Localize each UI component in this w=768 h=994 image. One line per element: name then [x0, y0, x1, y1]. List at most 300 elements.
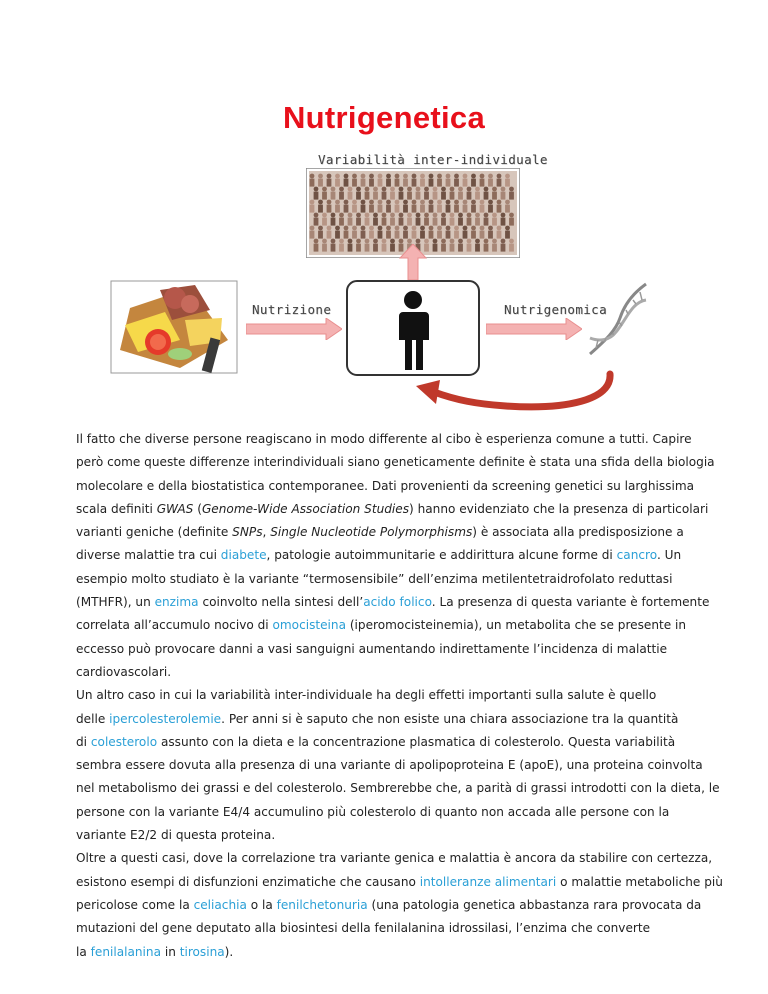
crowd-person-body — [509, 218, 514, 226]
crowd-person-body — [497, 179, 502, 187]
crowd-person-body — [390, 192, 395, 200]
crowd-person-body — [369, 179, 374, 187]
term-link[interactable]: colesterolo — [90, 734, 158, 749]
crowd-person-body — [433, 218, 438, 226]
up-arrow — [398, 244, 428, 280]
crowd-person — [475, 213, 480, 218]
paragraph — [76, 428, 715, 684]
crowd-person-body — [361, 205, 366, 213]
text-line: variante E2/2 di questa proteina. — [76, 828, 276, 843]
crowd-person — [348, 239, 353, 244]
crowd-person — [463, 226, 468, 231]
crowd-person-body — [467, 218, 472, 226]
crowd-person-body — [471, 205, 476, 213]
crowd-person — [322, 213, 327, 218]
crowd-person-body — [450, 218, 455, 226]
text-segment: la — [76, 944, 91, 959]
crowd-person-body — [484, 218, 489, 226]
crowd-person-body — [492, 218, 497, 226]
crowd-person — [327, 200, 332, 205]
crowd-person-body — [348, 192, 353, 200]
crowd-person-body — [352, 179, 357, 187]
crowd-person-body — [382, 218, 387, 226]
crowd-person — [373, 239, 378, 244]
crowd-person-body — [318, 231, 323, 239]
paragraph — [76, 684, 720, 847]
text-line — [76, 941, 700, 964]
crowd-person — [356, 239, 361, 244]
crowd-person — [399, 187, 404, 192]
text-segment: (iperomocisteinemia), un metabolita che se presente in — [346, 618, 687, 633]
crowd-person — [403, 226, 408, 231]
crowd-person — [429, 174, 434, 179]
text-line: molecolare e della biostatistica contemporanee. Dati provenienti da screening genetici su larghissima — [76, 478, 695, 493]
crowd-person — [318, 200, 323, 205]
crowd-person-body — [424, 192, 429, 200]
crowd-person — [314, 187, 319, 192]
crowd-person-body — [488, 205, 493, 213]
crowd-person-body — [505, 231, 510, 239]
crowd-person — [454, 174, 459, 179]
text-segment: pericolose come la — [76, 897, 194, 912]
crowd-person — [450, 187, 455, 192]
crowd-person — [433, 213, 438, 218]
crowd-person-body — [348, 218, 353, 226]
crowd-person-body — [352, 231, 357, 239]
crowd-person-body — [378, 231, 383, 239]
text-segment: . La presenza di questa variante è fortemente — [431, 595, 710, 610]
crowd-person-body — [335, 205, 340, 213]
crowd-person-body — [467, 244, 472, 252]
crowd-person — [331, 239, 336, 244]
crowd-person — [441, 213, 446, 218]
crowd-person-body — [497, 205, 502, 213]
text-line — [76, 894, 700, 917]
text-segment: o la — [246, 897, 277, 912]
crowd-person-body — [378, 205, 383, 213]
crowd-person-body — [361, 231, 366, 239]
term-link[interactable]: celiachia — [193, 897, 247, 912]
crowd-person — [454, 200, 459, 205]
crowd-person-body — [356, 192, 361, 200]
crowd-person-body — [505, 179, 510, 187]
crowd-person-body — [437, 179, 442, 187]
crowd-person — [327, 226, 332, 231]
crowd-person — [407, 213, 412, 218]
term-link[interactable]: fenilalanina — [90, 944, 161, 959]
crowd-person — [458, 239, 463, 244]
text-line: cardiovascolari. — [76, 664, 172, 679]
text-segment: delle — [76, 711, 110, 726]
crowd-person-body — [416, 192, 421, 200]
crowd-person — [322, 187, 327, 192]
crowd-person-body — [395, 179, 400, 187]
crowd-person-body — [327, 205, 332, 213]
term-link[interactable]: cancro — [616, 548, 657, 563]
crowd-person — [505, 200, 510, 205]
crowd-person — [395, 174, 400, 179]
crowd-person — [480, 226, 485, 231]
text-line: sembra essere dovuta alla presenza di una variante di apolipoproteina E (apoE), una proteina coinvolta — [76, 758, 703, 773]
crowd-person — [327, 174, 332, 179]
crowd-person — [399, 213, 404, 218]
crowd-person-body — [369, 231, 374, 239]
crowd-person — [344, 200, 349, 205]
crowd-person-body — [373, 192, 378, 200]
crowd-person-body — [501, 244, 506, 252]
text-segment: (MTHFR), un — [76, 595, 155, 610]
crowd-person-body — [356, 244, 361, 252]
label-variability: Variabilità inter-individuale — [318, 152, 548, 167]
crowd-person-body — [322, 218, 327, 226]
crowd-person-body — [344, 231, 349, 239]
crowd-person-body — [373, 244, 378, 252]
text-segment: in — [161, 944, 180, 959]
crowd-person — [335, 174, 340, 179]
text-line — [76, 544, 700, 567]
crowd-person — [369, 174, 374, 179]
crowd-person-body — [497, 231, 502, 239]
crowd-person-body — [446, 179, 451, 187]
crowd-person — [420, 226, 425, 231]
crowd-person-body — [412, 231, 417, 239]
crowd-person-body — [318, 205, 323, 213]
crowd-person-body — [471, 231, 476, 239]
crowd-person — [390, 239, 395, 244]
crowd-person — [348, 187, 353, 192]
crowd-person-body — [373, 218, 378, 226]
crowd-person — [378, 226, 383, 231]
text-line: persone con la variante E4/4 accumulino più colesterolo di quanto non accada alle persone con la — [76, 804, 670, 819]
crowd-person — [352, 174, 357, 179]
crowd-person-body — [365, 192, 370, 200]
text-segment: . Un — [656, 548, 682, 563]
crowd-person-body — [475, 244, 480, 252]
crowd-person-body — [310, 205, 315, 213]
crowd-person — [382, 239, 387, 244]
crowd-person — [429, 200, 434, 205]
crowd-person — [356, 213, 361, 218]
text-line — [76, 498, 709, 521]
crowd-person-body — [322, 192, 327, 200]
crowd-person-body — [314, 192, 319, 200]
crowd-person-body — [314, 218, 319, 226]
crowd-person — [310, 226, 315, 231]
crowd-person-body — [446, 231, 451, 239]
text-segment: ) hanno evidenziato che la presenza di particolari — [409, 501, 709, 516]
crowd-person-body — [378, 179, 383, 187]
crowd-person-body — [322, 244, 327, 252]
crowd-person-body — [488, 179, 493, 187]
crowd-person — [348, 213, 353, 218]
crowd-person — [492, 187, 497, 192]
text-line: eccesso può provocare danni a vasi sanguigni aumentando indirettamente l’incidenza di malattie — [76, 641, 668, 656]
crowd-person — [458, 213, 463, 218]
crowd-person-body — [441, 218, 446, 226]
text-line: Un altro caso in cui la variabilità inter-individuale ha degli effetti importanti sulla salute è quello — [76, 688, 657, 703]
crowd-person — [403, 174, 408, 179]
text-segment: ( — [193, 501, 202, 516]
text-line: Il fatto che diverse persone reagiscano in modo differente al cibo è esperienza comune a tutti. Capire — [76, 432, 692, 446]
dna-helix-icon — [586, 280, 650, 360]
crowd-person-body — [475, 192, 480, 200]
crowd-person — [331, 187, 336, 192]
term-link[interactable]: omocisteina — [272, 618, 346, 633]
crowd-person-body — [386, 231, 391, 239]
crowd-person-body — [446, 205, 451, 213]
text-line: Oltre a questi casi, dove la correlazione tra variante genica e malattia è ancora da stabilire con certezza, — [76, 851, 713, 866]
crowd-person — [446, 174, 451, 179]
crowd-person-body — [488, 231, 493, 239]
text-segment: ). — [224, 944, 234, 959]
crowd-person — [509, 213, 514, 218]
crowd-person-body — [339, 192, 344, 200]
crowd-person-body — [480, 205, 485, 213]
crowd-person-body — [450, 192, 455, 200]
text-segment: coinvolto nella sintesi dell’ — [198, 595, 364, 610]
crowd-person — [471, 226, 476, 231]
crowd-person — [424, 239, 429, 244]
crowd-person-body — [416, 218, 421, 226]
crowd-person-body — [463, 205, 468, 213]
crowd-person-body — [365, 244, 370, 252]
crowd-person — [390, 187, 395, 192]
crowd-person — [416, 187, 421, 192]
nutrigenetics-diagram — [110, 152, 650, 422]
crowd-person — [339, 213, 344, 218]
crowd-person-body — [437, 231, 442, 239]
crowd-person-body — [310, 231, 315, 239]
crowd-person — [395, 226, 400, 231]
crowd-person — [497, 174, 502, 179]
crowd-person — [361, 226, 366, 231]
article-body — [76, 428, 723, 964]
crowd-person — [471, 200, 476, 205]
crowd-person-body — [344, 205, 349, 213]
crowd-person — [501, 213, 506, 218]
crowd-person — [450, 213, 455, 218]
crowd-person-body — [429, 231, 434, 239]
crowd-person — [509, 187, 514, 192]
text-line — [76, 614, 700, 637]
crowd-person-body — [480, 179, 485, 187]
term-link[interactable]: fenilchetonuria — [276, 897, 368, 912]
crowd-person-body — [505, 205, 510, 213]
text-segment: ) è associata alla predisposizione a — [472, 525, 684, 540]
crowd-person — [369, 200, 374, 205]
text-line: mutazioni del gene deputato alla biosintesi della fenilalanina idrossilasi, l’enzima che converte — [76, 921, 651, 936]
crowd-person — [310, 174, 315, 179]
crowd-person-body — [484, 192, 489, 200]
text-line: esempio molto studiato è la variante “termosensibile” dell’enzima metilentetraidrofolato reduttasi — [76, 571, 673, 586]
crowd-person — [382, 213, 387, 218]
crowd-person-body — [382, 244, 387, 252]
crowd-person-body — [310, 179, 315, 187]
crowd-person-body — [399, 192, 404, 200]
crowd-person-body — [339, 218, 344, 226]
crowd-person — [497, 226, 502, 231]
crowd-person-body — [403, 205, 408, 213]
crowd-person-body — [344, 179, 349, 187]
crowd-person-body — [424, 218, 429, 226]
crowd-person — [339, 239, 344, 244]
text-segment: diverse malattie tra cui — [76, 548, 221, 563]
crowd-person — [335, 200, 340, 205]
crowd-person — [488, 226, 493, 231]
crowd-person — [501, 187, 506, 192]
crowd-person-body — [386, 205, 391, 213]
crowd-person — [378, 200, 383, 205]
crowd-person — [310, 200, 315, 205]
crowd-person-body — [484, 244, 489, 252]
page-title: Nutrigenetica — [283, 100, 485, 135]
crowd-person — [450, 239, 455, 244]
text-segment: assunto con la dieta e la concentrazione plasmatica di colesterolo. Questa variabilità — [157, 734, 676, 749]
crowd-person — [416, 213, 421, 218]
crowd-person — [488, 174, 493, 179]
crowd-person — [437, 226, 442, 231]
crowd-person — [441, 187, 446, 192]
crowd-person — [484, 187, 489, 192]
crowd-person — [373, 187, 378, 192]
crowd-person-body — [501, 192, 506, 200]
crowd-person — [475, 187, 480, 192]
term-link[interactable]: enzima — [154, 595, 199, 610]
crowd-person — [412, 174, 417, 179]
crowd-person — [437, 174, 442, 179]
nutrition-arrow — [246, 318, 342, 340]
crowd-person — [378, 174, 383, 179]
crowd-person — [505, 226, 510, 231]
crowd-person-body — [437, 205, 442, 213]
crowd-person — [365, 239, 370, 244]
crowd-person — [318, 174, 323, 179]
italic-term: Genome-Wide Association Studies — [201, 501, 410, 516]
text-segment: . Per anni si è saputo che non esiste una chiara associazione tra la quantità — [221, 711, 679, 726]
crowd-person-body — [492, 192, 497, 200]
crowd-person-body — [327, 231, 332, 239]
term-link[interactable]: diabete — [220, 548, 267, 563]
label-nutrition: Nutrizione — [252, 302, 332, 317]
crowd-person — [314, 239, 319, 244]
term-link[interactable]: intolleranze alimentari — [419, 874, 557, 889]
crowd-person — [484, 213, 489, 218]
label-nutrigenomics: Nutrigenomica — [504, 302, 608, 317]
crowd-person — [382, 187, 387, 192]
crowd-person-body — [352, 205, 357, 213]
crowd-person-body — [318, 179, 323, 187]
text-segment: correlata all’accumulo nocivo di — [76, 618, 273, 633]
crowd-person — [475, 239, 480, 244]
crowd-person — [467, 239, 472, 244]
text-line — [76, 708, 700, 731]
crowd-person — [424, 187, 429, 192]
crowd-person-body — [433, 244, 438, 252]
crowd-person — [386, 174, 391, 179]
crowd-person — [395, 200, 400, 205]
italic-term: GWAS — [156, 501, 194, 516]
crowd-person — [471, 174, 476, 179]
text-line — [76, 521, 700, 544]
crowd-person — [322, 239, 327, 244]
crowd-person-body — [335, 231, 340, 239]
crowd-person — [501, 239, 506, 244]
text-segment: , patologie autoimmunitarie e addirittura alcune forme di — [266, 548, 617, 563]
crowd-person — [314, 213, 319, 218]
crowd-person — [433, 239, 438, 244]
crowd-person-body — [390, 218, 395, 226]
crowd-person-body — [454, 205, 459, 213]
crowd-person-body — [348, 244, 353, 252]
crowd-person — [373, 213, 378, 218]
person-box — [346, 280, 480, 376]
crowd-person — [369, 226, 374, 231]
crowd-person — [480, 200, 485, 205]
crowd-person — [446, 200, 451, 205]
text-segment: o malattie metaboliche più — [556, 874, 723, 889]
crowd-person — [441, 239, 446, 244]
crowd-person — [399, 239, 404, 244]
term-link[interactable]: acido folico — [363, 595, 432, 610]
crowd-person-body — [492, 244, 497, 252]
italic-term: Single Nucleotide Polymorphisms — [270, 525, 473, 540]
crowd-person — [412, 200, 417, 205]
crowd-person — [420, 174, 425, 179]
crowd-person-body — [429, 205, 434, 213]
term-link[interactable]: ipercolesterolemie — [109, 711, 222, 726]
crowd-person — [339, 187, 344, 192]
crowd-person-body — [458, 192, 463, 200]
text-line — [76, 591, 710, 614]
crowd-person-body — [458, 244, 463, 252]
nutrigenomics-arrow — [486, 318, 582, 340]
text-line: però come queste differenze interindividuali siano geneticamente definite è stata una sfida della biologia — [76, 455, 715, 470]
crowd-person-body — [429, 179, 434, 187]
crowd-person — [424, 213, 429, 218]
crowd-person-body — [467, 192, 472, 200]
crowd-person — [437, 200, 442, 205]
crowd-person-body — [331, 218, 336, 226]
crowd-person — [463, 174, 468, 179]
text-segment: , — [262, 525, 271, 540]
crowd-person-body — [433, 192, 438, 200]
crowd-person — [458, 187, 463, 192]
crowd-person — [429, 226, 434, 231]
crowd-person — [407, 187, 412, 192]
crowd-person — [416, 239, 421, 244]
feedback-arrow — [406, 370, 620, 416]
crowd-person — [365, 187, 370, 192]
crowd-person — [505, 174, 510, 179]
crowd-person — [331, 213, 336, 218]
crowd-person — [497, 200, 502, 205]
text-segment: (una patologia genetica abbastanza rara provocata da — [367, 897, 702, 912]
crowd-person-body — [454, 231, 459, 239]
crowd-person-body — [509, 244, 514, 252]
crowd-person-body — [331, 244, 336, 252]
crowd-person — [467, 213, 472, 218]
crowd-person-body — [361, 179, 366, 187]
crowd-person-body — [475, 218, 480, 226]
crowd-person — [361, 174, 366, 179]
term-link[interactable]: tirosina — [179, 944, 225, 959]
crowd-person-body — [399, 218, 404, 226]
crowd-person — [386, 226, 391, 231]
crowd-person-body — [463, 231, 468, 239]
text-line — [76, 871, 723, 894]
crowd-person-body — [395, 231, 400, 239]
crowd-person — [420, 200, 425, 205]
